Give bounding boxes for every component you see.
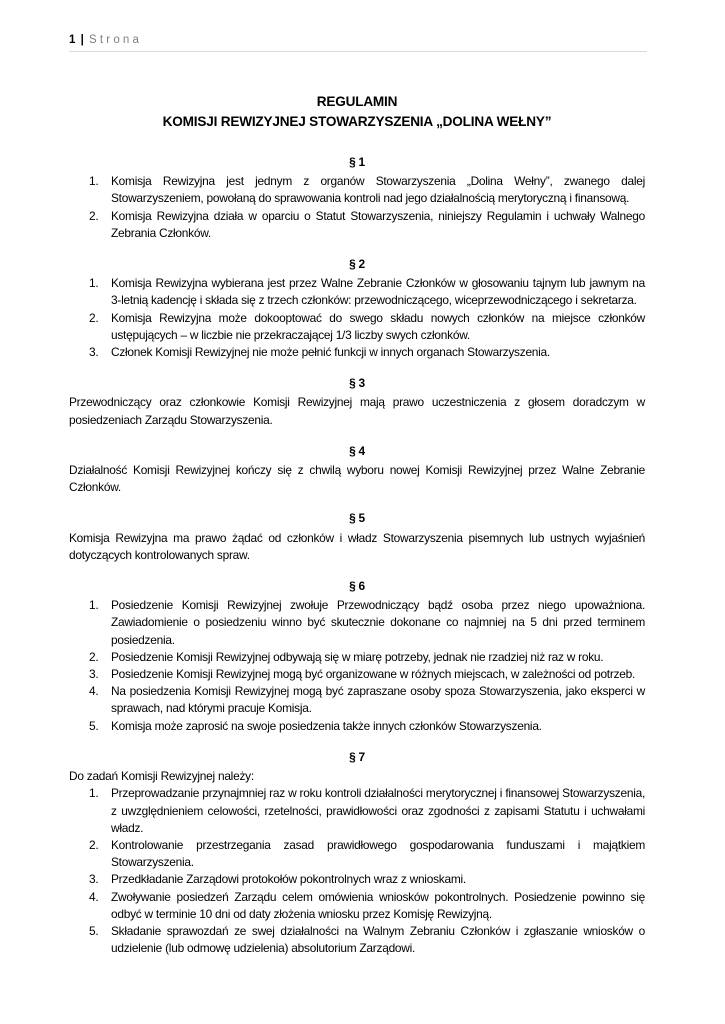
list-item: 3. Posiedzenie Komisji Rewizyjnej mogą być organizowane w różnych miejscach, w zależności od potrzeb. — [89, 667, 636, 682]
document-title: REGULAMIN — [316, 94, 398, 109]
list-item: 1. Komisja Rewizyjna jest jednym z organów Stowarzyszenia „Dolina Wełny”, zwanego dalej Stowarzyszeniem, powołaną do sprawowania kontroli nad jego działalnością merytoryczną i finansową. — [89, 174, 645, 206]
page-separator: | — [80, 34, 84, 46]
page-header — [69, 33, 647, 52]
document-body — [69, 92, 645, 957]
section-7-intro: Do zadań Komisji Rewizyjnej należy: — [69, 769, 254, 784]
list-item: 2. Posiedzenie Komisji Rewizyjnej odbywają się w miarę potrzeby, jednak nie rzadziej niż raz w roku. — [89, 649, 604, 664]
section-6-list — [69, 597, 645, 735]
page-word: Strona — [89, 34, 143, 46]
section-3-heading: § 3 — [349, 376, 365, 391]
page-number: 1 — [69, 34, 76, 46]
list-item: 5. Komisja może zaprosić na swoje posiedzenia także innych członków Stowarzyszenia. — [89, 718, 542, 733]
section-2-heading: § 2 — [349, 257, 365, 272]
list-item: 1. Przeprowadzanie przynajmniej raz w roku kontroli działalności merytorycznej i finansowej Stowarzyszenia, z uwzględnieniem celowości, rzetelności, prawidłowości oraz zgodności z zapisami Statutu i uchwałami władz. — [89, 786, 645, 835]
section-6-heading: § 6 — [349, 579, 365, 594]
section-2-list — [69, 275, 645, 361]
section-7-heading: § 7 — [349, 749, 365, 764]
section-4-text: Działalność Komisji Rewizyjnej kończy się z chwilą wyboru nowej Komisji Rewizyjnej przez Walne Zebranie Członków. — [69, 463, 645, 495]
list-item: 2. Kontrolowanie przestrzegania zasad prawidłowego gospodarowania funduszami i majątkiem Stowarzyszenia. — [89, 837, 645, 870]
section-1-list — [69, 173, 645, 242]
list-item: 4. Na posiedzenia Komisji Rewizyjnej mogą być zapraszane osoby spoza Stowarzyszenia, jako eksperci w sprawach, nad którymi pracuje Komisja. — [89, 684, 645, 716]
section-5-text: Komisja Rewizyjna ma prawo żądać od członków i władz Stowarzyszenia pisemnych lub ustnych wyjaśnień dotyczących kontrolowanych spraw. — [69, 530, 645, 562]
section-7-list — [69, 785, 645, 957]
list-item: 1. Komisja Rewizyjna wybierana jest przez Walne Zebranie Członków w głosowaniu tajnym lub jawnym na 3-letnią kadencję i składa się z trzech członków: przewodniczącego, wiceprzewodniczącego i sekretarza. — [89, 276, 645, 308]
section-4-heading: § 4 — [349, 443, 365, 458]
list-item: 2. Komisja Rewizyjna może dokooptować do swego składu nowych członków na miejsce członków ustępujących – w liczbie nie przekraczającej 1/3 liczby swych członków. — [89, 310, 645, 342]
list-item: 3. Przedkładanie Zarządowi protokołów pokontrolnych wraz z wnioskami. — [89, 872, 466, 887]
list-item: 4. Zwoływanie posiedzeń Zarządu celem omówienia wniosków pokontrolnych. Posiedzenie powinno się odbyć w terminie 10 dni od daty złożenia wniosku przez Komisję Rewizyjną. — [89, 889, 645, 921]
list-item: 3. Członek Komisji Rewizyjnej nie może pełnić funkcji w innych organach Stowarzyszenia. — [89, 345, 550, 360]
section-5-heading: § 5 — [349, 511, 365, 526]
list-item: 2. Komisja Rewizyjna działa w oparciu o Statut Stowarzyszenia, niniejszy Regulamin i uchwały Walnego Zebrania Członków. — [89, 208, 645, 240]
section-3-text: Przewodniczący oraz członkowie Komisji Rewizyjnej mają prawo uczestniczenia z głosem doradczym w posiedzeniach Zarządu Stowarzyszenia. — [69, 395, 645, 427]
list-item: 1. Posiedzenie Komisji Rewizyjnej zwołuje Przewodniczący bądź osoba przez niego upoważniona. Zawiadomienie o posiedzeniu winno być skutecznie dokonane co najmniej na 5 dni przed terminem posiedzenia. — [89, 598, 645, 647]
document-subtitle: KOMISJI REWIZYJNEJ STOWARZYSZENIA „DOLINA WEŁNY” — [162, 114, 552, 129]
list-item: 5. Składanie sprawozdań ze swej działalności na Walnym Zebraniu Członków i zgłaszanie wniosków o udzielenie (lub odmowę udzielenia) absolutorium Zarządowi. — [89, 923, 645, 956]
section-1-heading: § 1 — [349, 155, 365, 169]
